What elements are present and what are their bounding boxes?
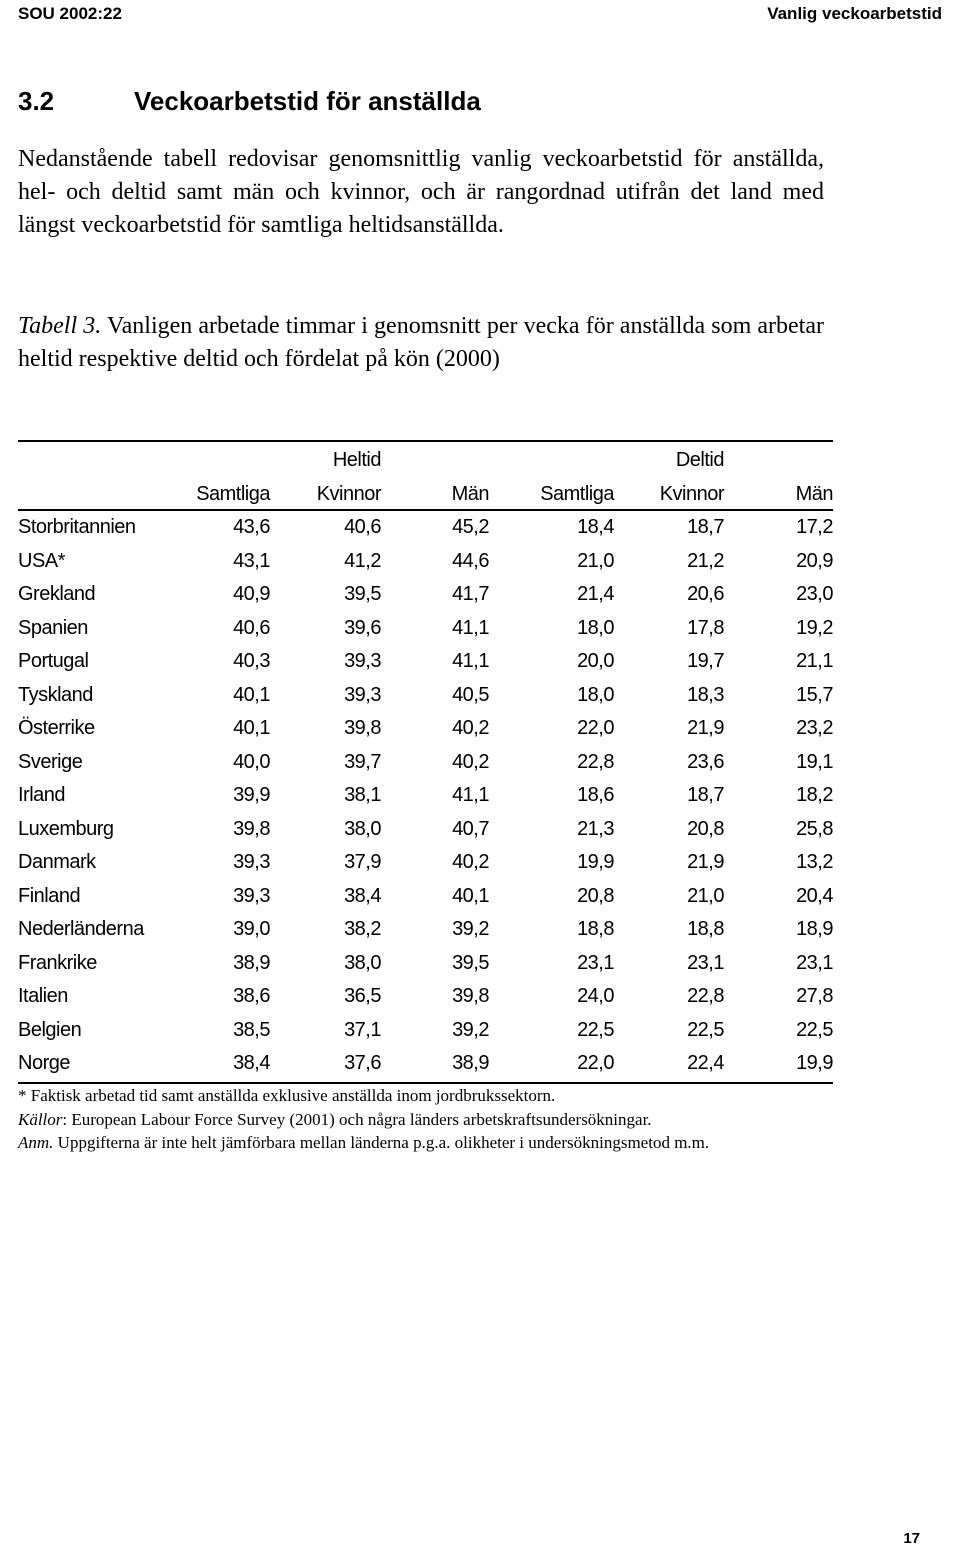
- value-cell: 15,7: [796, 683, 833, 706]
- table-row: [18, 612, 833, 646]
- table-row: [18, 578, 833, 612]
- column-header: Män: [795, 482, 833, 505]
- value-cell: 38,9: [233, 951, 270, 974]
- country-cell: Storbritannien: [18, 516, 136, 539]
- value-cell: 40,5: [452, 683, 489, 706]
- value-cell: 18,0: [577, 683, 614, 706]
- remark-text: Uppgifterna är inte helt jämförbara mellan länderna p.g.a. olikheter i undersökningsmetod m.m.: [53, 1133, 710, 1152]
- section-title: Veckoarbetstid för anställda: [134, 86, 481, 116]
- value-cell: 18,7: [687, 516, 724, 539]
- value-cell: 22,0: [577, 717, 614, 740]
- value-cell: 23,1: [796, 951, 833, 974]
- value-cell: 39,8: [452, 985, 489, 1008]
- value-cell: 20,4: [796, 884, 833, 907]
- value-cell: 20,6: [687, 583, 724, 606]
- country-cell: Nederländerna: [18, 918, 144, 941]
- value-cell: 23,1: [687, 951, 724, 974]
- table-row: [18, 679, 833, 713]
- value-cell: 38,1: [344, 784, 381, 807]
- table-row: [18, 913, 833, 947]
- table-row: [18, 712, 833, 746]
- column-header: Samtliga: [196, 482, 270, 505]
- intro-paragraph: Nedanstående tabell redovisar genomsnittlig vanlig veckoarbetstid för anställda, hel- och deltid samt män och kvinnor, och är rangordnad utifrån det land med längst veckoarbetstid för samtliga heltidsanställda.: [18, 146, 824, 238]
- remark-label: Anm.: [18, 1133, 54, 1152]
- value-cell: 39,6: [344, 616, 381, 639]
- value-cell: 18,7: [687, 784, 724, 807]
- table-row: [18, 813, 833, 847]
- table-row: [18, 511, 833, 545]
- table-row: [18, 746, 833, 780]
- country-cell: Portugal: [18, 650, 89, 673]
- value-cell: 21,9: [687, 851, 724, 874]
- value-cell: 22,0: [577, 1052, 614, 1075]
- page-number: 17: [903, 1530, 920, 1547]
- value-cell: 39,3: [344, 683, 381, 706]
- value-cell: 40,1: [233, 683, 270, 706]
- value-cell: 24,0: [577, 985, 614, 1008]
- value-cell: 38,0: [344, 951, 381, 974]
- country-cell: Tyskland: [18, 683, 93, 706]
- value-cell: 21,9: [687, 717, 724, 740]
- value-cell: 13,2: [796, 851, 833, 874]
- table-body: [18, 511, 833, 1081]
- value-cell: 20,8: [577, 884, 614, 907]
- value-cell: 18,9: [796, 918, 833, 941]
- value-cell: 27,8: [796, 985, 833, 1008]
- table-caption-text: Vanligen arbetade timmar i genomsnitt per vecka för anställda som arbetar heltid respektive deltid och fördelat på kön (2000): [18, 313, 824, 372]
- value-cell: 18,2: [796, 784, 833, 807]
- value-cell: 43,1: [233, 549, 270, 572]
- value-cell: 38,2: [344, 918, 381, 941]
- value-cell: 22,5: [796, 1018, 833, 1041]
- value-cell: 19,2: [796, 616, 833, 639]
- value-cell: 21,1: [796, 650, 833, 673]
- table-row: [18, 1047, 833, 1081]
- country-cell: Grekland: [18, 583, 96, 606]
- value-cell: 40,3: [233, 650, 270, 673]
- value-cell: 40,1: [233, 717, 270, 740]
- section-number: 3.2: [18, 86, 55, 116]
- column-header: Kvinnor: [316, 482, 381, 505]
- value-cell: 40,2: [452, 717, 489, 740]
- value-cell: 23,2: [796, 717, 833, 740]
- value-cell: 22,5: [687, 1018, 724, 1041]
- value-cell: 36,5: [344, 985, 381, 1008]
- value-cell: 18,3: [687, 683, 724, 706]
- value-cell: 40,2: [452, 750, 489, 773]
- value-cell: 40,6: [344, 516, 381, 539]
- value-cell: 25,8: [796, 817, 833, 840]
- country-cell: Belgien: [18, 1018, 82, 1041]
- group-header-row: [18, 444, 833, 478]
- value-cell: 40,7: [452, 817, 489, 840]
- country-cell: Irland: [18, 784, 66, 807]
- hours-table: [18, 444, 833, 1081]
- value-cell: 21,2: [687, 549, 724, 572]
- value-cell: 40,1: [452, 884, 489, 907]
- value-cell: 18,0: [577, 616, 614, 639]
- value-cell: 39,0: [233, 918, 270, 941]
- country-cell: Norge: [18, 1052, 70, 1075]
- table-row: [18, 947, 833, 981]
- country-cell: Spanien: [18, 616, 88, 639]
- value-cell: 17,8: [687, 616, 724, 639]
- table-row: [18, 880, 833, 914]
- table-row: [18, 545, 833, 579]
- value-cell: 21,3: [577, 817, 614, 840]
- value-cell: 38,9: [452, 1052, 489, 1075]
- country-cell: Danmark: [18, 851, 96, 874]
- value-cell: 39,2: [452, 1018, 489, 1041]
- sources-note: [18, 1108, 824, 1132]
- value-cell: 20,0: [577, 650, 614, 673]
- value-cell: 39,2: [452, 918, 489, 941]
- running-header-left: SOU 2002:22: [18, 4, 122, 23]
- value-cell: 22,8: [577, 750, 614, 773]
- column-header: Kvinnor: [659, 482, 724, 505]
- table-top-rule: [18, 440, 833, 442]
- column-header: Män: [451, 482, 489, 505]
- value-cell: 38,4: [233, 1052, 270, 1075]
- value-cell: 19,7: [687, 650, 724, 673]
- value-cell: 21,4: [577, 583, 614, 606]
- value-cell: 39,3: [233, 851, 270, 874]
- value-cell: 23,6: [687, 750, 724, 773]
- value-cell: 39,8: [344, 717, 381, 740]
- value-cell: 40,2: [452, 851, 489, 874]
- value-cell: 38,5: [233, 1018, 270, 1041]
- country-cell: Finland: [18, 884, 81, 907]
- value-cell: 19,9: [796, 1052, 833, 1075]
- value-cell: 38,4: [344, 884, 381, 907]
- value-cell: 37,1: [344, 1018, 381, 1041]
- value-cell: 22,8: [687, 985, 724, 1008]
- value-cell: 40,0: [233, 750, 270, 773]
- footnote: * Faktisk arbetad tid samt anställda exklusive anställda inom jordbrukssektorn.: [18, 1086, 556, 1105]
- value-cell: 21,0: [687, 884, 724, 907]
- value-cell: 37,9: [344, 851, 381, 874]
- value-cell: 37,6: [344, 1052, 381, 1075]
- value-cell: 18,4: [577, 516, 614, 539]
- value-cell: 44,6: [452, 549, 489, 572]
- column-header-row: [18, 478, 833, 512]
- value-cell: 18,8: [577, 918, 614, 941]
- value-cell: 41,7: [452, 583, 489, 606]
- value-cell: 39,5: [452, 951, 489, 974]
- value-cell: 22,5: [577, 1018, 614, 1041]
- value-cell: 20,8: [687, 817, 724, 840]
- table-notes: [18, 1084, 824, 1155]
- remark-note: [18, 1131, 824, 1155]
- value-cell: 22,4: [687, 1052, 724, 1075]
- country-cell: USA*: [18, 549, 65, 572]
- table-row: [18, 779, 833, 813]
- value-cell: 40,6: [233, 616, 270, 639]
- sources-text: : European Labour Force Survey (2001) och några länders arbetskraftsundersökningar.: [62, 1109, 652, 1129]
- value-cell: 39,5: [344, 583, 381, 606]
- table-row: [18, 846, 833, 880]
- value-cell: 41,1: [452, 650, 489, 673]
- value-cell: 38,6: [233, 985, 270, 1008]
- value-cell: 45,2: [452, 516, 489, 539]
- value-cell: 17,2: [796, 516, 833, 539]
- table-caption: [18, 310, 824, 376]
- column-header: Samtliga: [540, 482, 614, 505]
- country-cell: Frankrike: [18, 951, 97, 974]
- value-cell: 20,9: [796, 549, 833, 572]
- sources-label: Källor: [18, 1109, 63, 1129]
- country-cell: Österrike: [18, 717, 95, 740]
- table-row: [18, 980, 833, 1014]
- running-header-right: Vanlig veckoarbetstid: [767, 4, 942, 23]
- value-cell: 23,0: [796, 583, 833, 606]
- table-row: [18, 645, 833, 679]
- value-cell: 38,0: [344, 817, 381, 840]
- value-cell: 39,3: [344, 650, 381, 673]
- value-cell: 41,1: [452, 616, 489, 639]
- value-cell: 41,2: [344, 549, 381, 572]
- value-cell: 18,6: [577, 784, 614, 807]
- table-row: [18, 1014, 833, 1048]
- group-header-deltid: Deltid: [675, 449, 724, 472]
- value-cell: 43,6: [233, 516, 270, 539]
- value-cell: 18,8: [687, 918, 724, 941]
- value-cell: 39,8: [233, 817, 270, 840]
- section-heading: [18, 86, 481, 117]
- value-cell: 19,9: [577, 851, 614, 874]
- country-cell: Sverige: [18, 750, 83, 773]
- value-cell: 39,9: [233, 784, 270, 807]
- group-header-heltid: Heltid: [332, 449, 381, 472]
- value-cell: 39,3: [233, 884, 270, 907]
- value-cell: 21,0: [577, 549, 614, 572]
- table-caption-label: Tabell 3.: [18, 313, 102, 339]
- value-cell: 41,1: [452, 784, 489, 807]
- country-cell: Italien: [18, 985, 68, 1008]
- value-cell: 19,1: [796, 750, 833, 773]
- value-cell: 23,1: [577, 951, 614, 974]
- value-cell: 39,7: [344, 750, 381, 773]
- country-cell: Luxemburg: [18, 817, 114, 840]
- value-cell: 40,9: [233, 583, 270, 606]
